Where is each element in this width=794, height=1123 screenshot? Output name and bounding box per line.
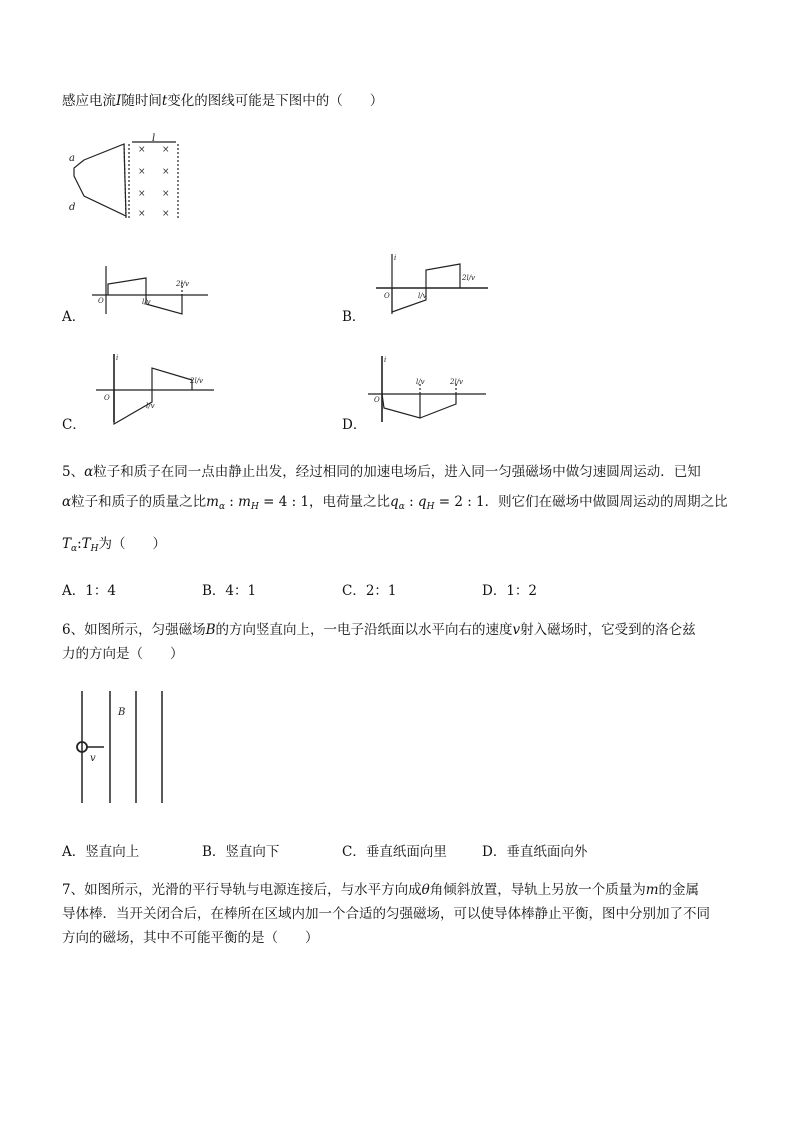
q5-sub-h-3: H	[90, 544, 99, 554]
q6-line1-b: 的方向竖直向上，一电子沿纸面以水平向右的速度	[215, 622, 513, 638]
q4-graph-a-segment-1	[108, 278, 146, 295]
q5-line2-c: ．则它们在磁场中做圆周运动的周期之比	[484, 494, 728, 510]
q4-loop-field-figure	[64, 133, 189, 228]
svg-text:×: ×	[138, 189, 146, 199]
q7-theta: θ	[421, 882, 430, 898]
q4-graph-b[interactable]	[374, 250, 492, 320]
q4-graph-c[interactable]	[94, 350, 218, 426]
q5-q-alpha: q	[390, 494, 399, 510]
q4-stem	[62, 91, 383, 111]
q4-graph-b-origin: O	[384, 292, 390, 300]
q4-graph-c-origin: O	[104, 394, 110, 402]
q6-option-d[interactable]: D．垂直纸面向外	[482, 844, 588, 860]
q5-sub-alpha-2: α	[398, 502, 405, 512]
svg-text:×: ×	[162, 167, 170, 177]
q7-stem-line-2	[62, 904, 710, 924]
q6-label-B: B	[118, 707, 126, 718]
svg-text:×: ×	[138, 209, 146, 219]
q5-q-h: q	[417, 494, 427, 510]
q5-T-alpha: T	[62, 536, 72, 552]
q4-loop-outline	[74, 144, 126, 216]
q4-var-I: I	[116, 93, 122, 109]
q5-T-h: T	[81, 536, 91, 552]
q4-graph-b-segment-2	[426, 264, 460, 288]
q4-graph-a-half: l/v	[142, 298, 151, 306]
q6-stem-line-2	[62, 644, 184, 664]
q4-stem-tail: 变化的图线可能是下图中的（ ）	[167, 93, 384, 109]
q5-stem-line-1	[62, 462, 701, 482]
q5-line2-a: 粒子和质子的质量之比	[71, 494, 207, 510]
q6-var-v: v	[512, 622, 521, 638]
q4-graph-d-segment-1	[382, 394, 420, 418]
q4-var-t: t	[161, 93, 168, 109]
q6-stem-line-1	[62, 620, 696, 640]
q5-mass-ratio: = 4 : 1	[263, 494, 310, 510]
q6-field-figure	[66, 685, 176, 807]
q7-line1-c: 的金属	[658, 882, 700, 898]
svg-text:×: ×	[162, 209, 170, 219]
q4-graph-d-segment-2	[420, 394, 456, 418]
q4-graph-a-origin: O	[98, 297, 104, 305]
q4-option-c-label[interactable]: C．	[62, 417, 86, 433]
q4-graph-b-full: 2l/v	[462, 274, 476, 282]
q4-graph-c-half: l/v	[146, 402, 155, 410]
svg-text:×: ×	[138, 167, 146, 177]
q4-graph-d-full: 2l/v	[450, 378, 464, 386]
svg-text:×: ×	[162, 145, 170, 155]
q4-label-a: a	[69, 153, 75, 164]
q4-graph-a-full: 2l/v	[176, 280, 190, 288]
q5-line3-tail: 为（ ）	[98, 536, 167, 552]
q4-graph-c-full: 2l/v	[190, 377, 204, 385]
q5-stem-line-2: α粒子和质子的质量之比$m_\alpha$ : $m_H = 4$ : 1，电荷量之比$q_\alpha$ : $q_H = 2$ : 1．则它们在磁场中做圆周运动的周期之比	[62, 494, 728, 512]
q5-option-c[interactable]: C．2：1	[342, 583, 397, 599]
q6-line1-a: 如图所示，匀强磁场	[84, 622, 206, 638]
q4-graph-a[interactable]	[88, 262, 213, 320]
q7-line1-a: 如图所示，光滑的平行导轨与电源连接后，与水平方向成	[84, 882, 422, 898]
q5-sub-alpha: α	[218, 502, 226, 512]
q4-graph-c-axis-label: i	[116, 354, 119, 362]
q7-var-m: m	[645, 882, 659, 898]
q4-option-d-label[interactable]: D．	[342, 417, 367, 433]
q4-stem-mid: 随时间	[121, 93, 162, 109]
q4-graph-d-axis-label: i	[384, 356, 387, 364]
q6-option-a[interactable]: A．竖直向上	[62, 844, 140, 860]
q5-charge-ratio: = 2 : 1	[438, 494, 485, 510]
q6-line1-c: 射入磁场时，它受到的洛仑兹	[520, 622, 696, 638]
q4-field-crosses	[138, 145, 170, 219]
q5-option-b[interactable]: B．4：1	[202, 583, 257, 599]
q5-m-h: m	[238, 494, 251, 510]
q5-option-d[interactable]: D．1：2	[482, 583, 538, 599]
q4-graph-d[interactable]	[366, 352, 490, 426]
q6-option-b[interactable]: B．竖直向下	[202, 844, 280, 860]
q6-option-c[interactable]: C．垂直纸面向里	[342, 844, 447, 860]
q7-line3: 方向的磁场，其中不可能平衡的是（ ）	[62, 930, 319, 946]
q5-option-a[interactable]: A．1：4	[62, 583, 116, 599]
q5-stem-line-3: $T_\alpha:T_H$为（ ）	[62, 536, 167, 554]
q5-m-alpha: m	[206, 494, 219, 510]
q7-number: 7、	[62, 882, 85, 898]
q5-sub-h-2: H	[426, 502, 435, 512]
q7-line2: 导体棒．当开关闭合后，在棒所在区域内加一个合适的匀强磁场，可以使导体棒静止平衡，图中分别加了不同	[62, 906, 710, 922]
q5-sub-alpha-3: α	[71, 544, 78, 554]
svg-text:×: ×	[162, 189, 170, 199]
q5-number: 5、	[62, 464, 85, 480]
q4-label-l: l	[152, 133, 156, 144]
q4-graph-c-segment-2	[152, 368, 192, 390]
q6-number: 6、	[62, 622, 85, 638]
q7-stem-line-3	[62, 928, 319, 948]
q7-line1-b: 角倾斜放置，导轨上另放一个质量为	[429, 882, 646, 898]
q5-sub-h: H	[250, 502, 259, 512]
q4-option-b-label[interactable]: B．	[342, 309, 366, 325]
q6-var-B: B	[205, 622, 216, 638]
q4-option-a-label[interactable]: A．	[62, 309, 86, 325]
q4-stem-intro: 感应电流	[62, 93, 116, 109]
q4-graph-d-origin: O	[374, 396, 380, 404]
q4-graph-d-half: l/v	[416, 378, 425, 386]
q4-graph-b-half: l/v	[418, 292, 427, 300]
q6-line2: 力的方向是（ ）	[62, 646, 184, 662]
q5-line2-b: ，电荷量之比	[309, 494, 391, 510]
q5-alpha-2: α	[62, 494, 72, 510]
q4-label-d: d	[69, 202, 76, 213]
q5-alpha: α	[84, 464, 94, 480]
svg-text:×: ×	[138, 145, 146, 155]
q5-line1-text: 粒子和质子在同一点由静止出发，经过相同的加速电场后，进入同一匀强磁场中做匀速圆周运动．已知	[93, 464, 701, 480]
q4-graph-b-axis-label: i	[394, 254, 397, 262]
q4-graph-a-segment-2	[146, 295, 182, 314]
q7-stem-line-1	[62, 880, 699, 900]
q6-label-v: v	[90, 753, 96, 764]
